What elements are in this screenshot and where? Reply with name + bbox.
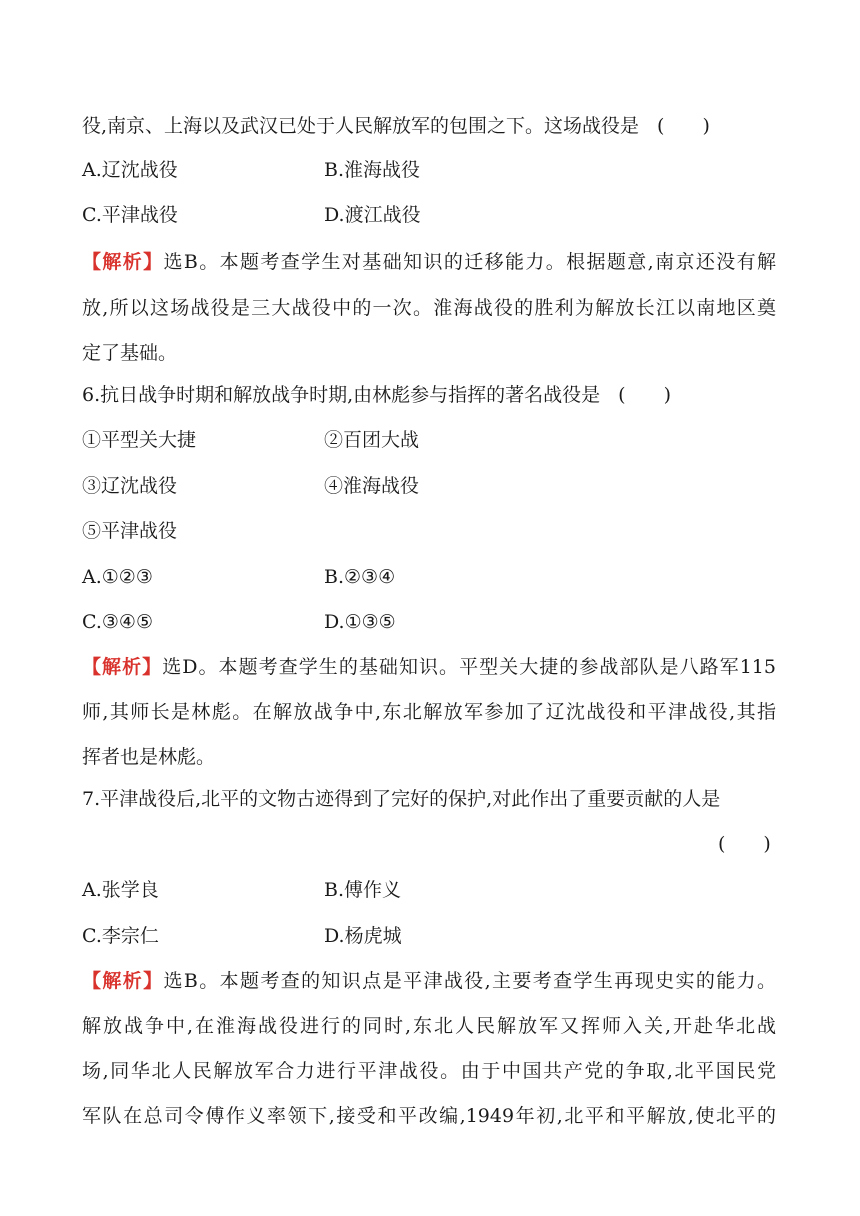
q7-option-c: C.李宗仁 (82, 925, 159, 947)
q7-analysis-tag: 【解析】 (82, 970, 164, 992)
q5-analysis-tag: 【解析】 (82, 251, 164, 273)
q6-option-b: B.②③④ (324, 566, 396, 588)
q6-option-a: A.①②③ (82, 566, 153, 588)
q7-analysis-line-1 (82, 969, 776, 993)
q7-analysis-line-4: 军队在总司令傅作义率领下,接受和平改编,1949年初,北平和平解放,使北平的 (82, 1105, 776, 1127)
q6-item-5: ⑤平津战役 (82, 520, 178, 542)
q5-analysis-line-2: 放,所以这场战役是三大战役中的一次。淮海战役的胜利为解放长江以南地区奠 (82, 297, 776, 319)
q7-analysis-line-3: 场,同华北人民解放军合力进行平津战役。由于中国共产党的争取,北平国民党 (82, 1060, 776, 1082)
q5-analysis-line-3: 定了基础。 (82, 342, 178, 364)
q5-answer-paren: ( ) (657, 115, 710, 137)
q7-option-d: D.杨虎城 (324, 925, 402, 947)
q6-analysis-text-1: 选D。本题考查学生的基础知识。平型关大捷的参战部队是八路军115 (162, 656, 776, 678)
q7-stem: 7.平津战役后,北平的文物古迹得到了完好的保护,对此作出了重要贡献的人是 (82, 788, 721, 810)
q6-option-d: D.①③⑤ (324, 611, 396, 633)
q6-item-3: ③辽沈战役 (82, 475, 178, 497)
q5-option-b: B.淮海战役 (324, 159, 421, 181)
q6-analysis-line-1 (82, 655, 776, 679)
q6-item-2: ②百团大战 (324, 429, 420, 451)
q6-option-c: C.③④⑤ (82, 611, 153, 633)
q5-option-c: C.平津战役 (82, 204, 178, 226)
q5-analysis-text-1: 选B。本题考查学生对基础知识的迁移能力。根据题意,南京还没有解 (163, 251, 776, 273)
q6-item-4: ④淮海战役 (324, 475, 420, 497)
q5-stem (82, 114, 710, 138)
q6-analysis-line-2: 师,其师长是林彪。在解放战争中,东北解放军参加了辽沈战役和平津战役,其指 (82, 701, 776, 723)
q5-option-a: A.辽沈战役 (82, 159, 178, 181)
q6-answer-paren: ( ) (618, 384, 671, 406)
q6-analysis-line-3: 挥者也是林彪。 (82, 746, 216, 768)
q7-analysis-text-1: 选B。本题考查的知识点是平津战役,主要考查学生再现史实的能力。 (163, 970, 776, 992)
q5-option-d: D.渡江战役 (324, 204, 421, 226)
q6-analysis-tag: 【解析】 (82, 656, 163, 678)
q7-option-b: B.傅作义 (324, 879, 402, 901)
q6-stem (82, 383, 671, 407)
q6-stem-text: 6.抗日战争时期和解放战争时期,由林彪参与指挥的著名战役是 (82, 384, 601, 406)
q7-analysis-line-2: 解放战争中,在淮海战役进行的同时,东北人民解放军又挥师入关,开赴华北战 (82, 1015, 776, 1037)
q5-analysis-line-1 (82, 250, 776, 274)
q6-item-1: ①平型关大捷 (82, 429, 197, 451)
q5-stem-text: 役,南京、上海以及武汉已处于人民解放军的包围之下。这场战役是 (82, 115, 640, 137)
q7-option-a: A.张学良 (82, 879, 159, 901)
q7-answer-paren: ( ) (718, 833, 771, 855)
